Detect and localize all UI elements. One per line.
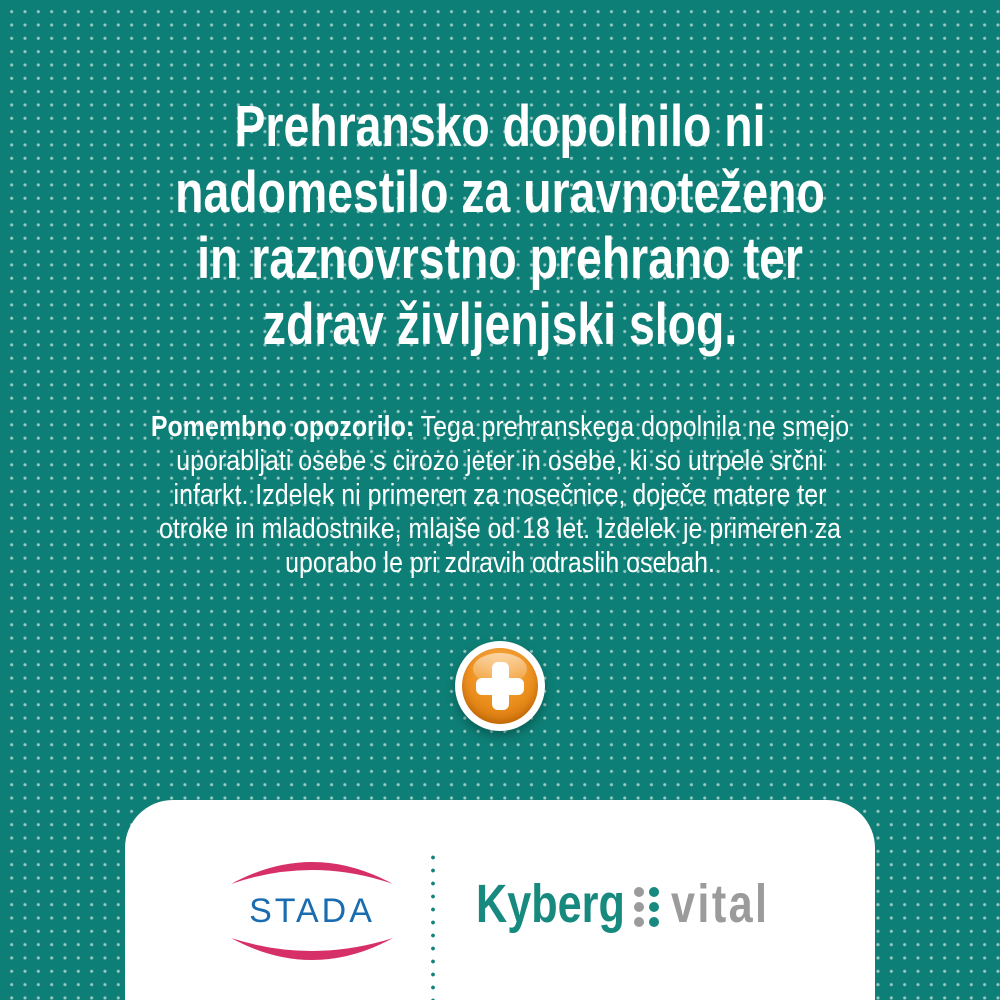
headline [100, 94, 900, 358]
warning-text [70, 410, 930, 580]
stada-logo [227, 852, 397, 962]
kyberg-dots-icon [634, 887, 659, 927]
warning-line-2: uporabljati osebe s cirozo jeter in osebe, ki so utrpele srčni [176, 445, 824, 477]
warning-line-3: infarkt. Izdelek ni primeren za nosečnice, doječe matere ter [173, 479, 827, 511]
kyberg-wordmark: Kyberg [476, 874, 625, 934]
kyberg-dot [649, 887, 659, 897]
headline-line-2: nadomestilo za uravnoteženo [175, 160, 825, 225]
kyberg-dot [634, 887, 644, 897]
kyberg-dot [634, 902, 644, 912]
kyberg-dot [649, 902, 659, 912]
stada-arc-bottom [231, 938, 393, 960]
vital-wordmark: vital [671, 874, 770, 934]
warning-line-4: otroke in mladostnike, mlajše od 18 let. Izdelek je primeren za [158, 513, 842, 545]
stada-arc-top [231, 862, 393, 884]
warning-line-1-rest: Tega prehranskega dopolnila ne smejo [414, 411, 850, 443]
dotted-divider [431, 851, 435, 1000]
stada-wordmark: STADA [249, 892, 375, 930]
headline-line-3: in raznovrstno prehrano ter [197, 226, 803, 291]
headline-line-4: zdrav življenjski slog. [262, 292, 738, 357]
plus-icon-glyph-horizontal [476, 678, 524, 695]
warning-line-5: uporabo le pri zdravih odraslih osebah. [285, 547, 715, 579]
warning-line-1 [70, 410, 930, 444]
kyberg-dot [634, 917, 644, 927]
kyberg-dot [649, 917, 659, 927]
warning-lead: Pomembno opozorilo: [150, 411, 415, 443]
plus-icon-circle [462, 648, 538, 724]
plus-icon [455, 641, 545, 731]
brand-card [125, 800, 875, 1000]
headline-line-1: Prehransko dopolnilo ni [234, 94, 766, 159]
